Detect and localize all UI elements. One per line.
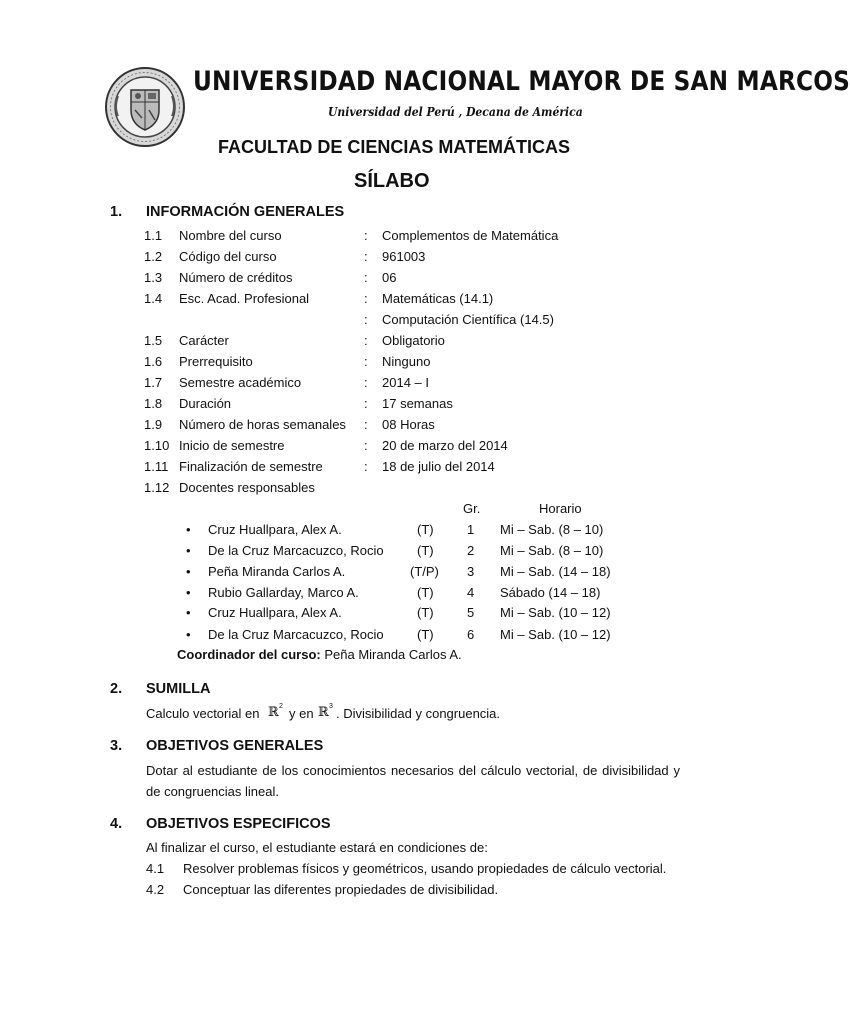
section-3-title: OBJETIVOS GENERALES [146,738,324,754]
info-number: 1.7 [144,375,163,390]
info-label: Nombre del curso [179,228,282,243]
info-value: Computación Científica (14.5) [382,312,554,327]
teacher-type: (T) [417,627,434,642]
info-colon: : [364,396,368,411]
info-value: Complementos de Matemática [382,228,559,243]
r2-symbol: ℝ [268,705,279,720]
teacher-schedule: Mi – Sab. (8 – 10) [500,522,604,537]
bullet: • [186,543,191,558]
r3-exponent: 3 [329,703,333,710]
sumilla-text-c: . Divisibilidad y congruencia. [336,706,501,721]
university-subtitle: Universidad del Perú , Decana de América [328,105,583,119]
teachers-header-schedule: Horario [539,501,582,516]
section-3-number: 3. [110,738,123,754]
r3-symbol: ℝ [318,705,329,720]
faculty-name: FACULTAD DE CIENCIAS MATEMÁTICAS [218,137,570,157]
info-label: Número de créditos [179,270,293,285]
teacher-type: (T/P) [410,564,439,579]
info-value: 06 [382,270,397,285]
teacher-group: 1 [467,522,475,537]
teacher-group: 4 [467,585,475,600]
info-number: 1.12 [144,480,170,495]
teacher-group: 3 [467,564,475,579]
info-number: 1.5 [144,333,163,348]
teacher-group: 5 [467,605,475,620]
teacher-group: 2 [467,543,475,558]
section-4-number: 4. [110,816,123,832]
section-1-number: 1. [110,204,123,220]
info-colon: : [364,249,368,264]
general-objective-line-1: Dotar al estudiante de los conocimientos necesarios del cálculo vectorial, de divisibilidad y [146,763,680,778]
bullet: • [186,585,191,600]
info-label: Semestre académico [179,375,302,390]
bullet: • [186,564,191,579]
document-title: SÍLABO [354,170,430,192]
info-colon: : [364,459,368,474]
info-colon: : [364,354,368,369]
info-number: 1.6 [144,354,163,369]
teacher-schedule: Mi – Sab. (14 – 18) [500,564,611,579]
general-objective-line-2: de congruencias lineal. [146,784,279,799]
info-number: 1.4 [144,291,163,306]
info-number: 1.11 [144,459,169,474]
info-label: Duración [179,396,232,411]
info-colon: : [364,333,368,348]
teacher-type: (T) [417,585,434,600]
teacher-name: Rubio Gallarday, Marco A. [208,585,359,600]
objective-number: 4.1 [146,861,165,876]
specific-objectives-intro: Al finalizar el curso, el estudiante estará en condiciones de: [146,840,488,855]
teacher-name: Peña Miranda Carlos A. [208,564,346,579]
info-colon: : [364,270,368,285]
coordinator-label: Coordinador del curso: [177,647,321,662]
info-number: 1.9 [144,417,163,432]
info-value: 17 semanas [382,396,453,411]
objective-number: 4.2 [146,882,165,897]
info-number: 1.10 [144,438,170,453]
info-colon: : [364,312,368,327]
info-number: 1.2 [144,249,163,264]
university-name: UNIVERSIDAD NACIONAL MAYOR DE SAN MARCOS [193,66,850,97]
info-number: 1.8 [144,396,163,411]
teacher-name: Cruz Huallpara, Alex A. [208,605,342,620]
teacher-group: 6 [467,627,475,642]
sumilla-text-b: y en [289,706,314,721]
info-value: 2014 – I [382,375,429,390]
teacher-schedule: Mi – Sab. (8 – 10) [500,543,604,558]
info-value: Obligatorio [382,333,445,348]
bullet: • [186,522,191,537]
info-label: Inicio de semestre [179,438,285,453]
teacher-schedule: Mi – Sab. (10 – 12) [500,605,611,620]
teacher-name: De la Cruz Marcacuzco, Rocio [208,543,384,558]
bullet: • [186,605,191,620]
info-number: 1.1 [144,228,163,243]
info-label: Número de horas semanales [179,417,346,432]
info-label: Finalización de semestre [179,459,323,474]
info-number: 1.3 [144,270,163,285]
bullet: • [186,627,191,642]
teacher-type: (T) [417,543,434,558]
teacher-name: Cruz Huallpara, Alex A. [208,522,342,537]
teacher-type: (T) [417,605,434,620]
objective-text: Conceptuar las diferentes propiedades de divisibilidad. [183,882,499,897]
teacher-type: (T) [417,522,434,537]
info-colon: : [364,438,368,453]
section-2-number: 2. [110,681,123,697]
university-seal-logo [104,66,186,148]
info-value: 961003 [382,249,426,264]
info-value: Matemáticas (14.1) [382,291,494,306]
teachers-header-group: Gr. [463,501,481,516]
teacher-schedule: Sábado (14 – 18) [500,585,601,600]
info-value: 20 de marzo del 2014 [382,438,508,453]
coordinator-name: Peña Miranda Carlos A. [320,647,462,662]
info-label: Esc. Acad. Profesional [179,291,310,306]
section-1-title: INFORMACIÓN GENERALES [146,204,345,220]
r2-exponent: 2 [279,703,283,710]
info-label: Docentes responsables [179,480,315,495]
info-label: Código del curso [179,249,277,264]
teacher-name: De la Cruz Marcacuzco, Rocio [208,627,384,642]
info-colon: : [364,417,368,432]
course-coordinator [177,647,462,662]
info-label: Carácter [179,333,229,348]
section-2-title: SUMILLA [146,681,211,697]
info-value: Ninguno [382,354,431,369]
info-value: 18 de julio del 2014 [382,459,495,474]
teacher-schedule: Mi – Sab. (10 – 12) [500,627,611,642]
info-value: 08 Horas [382,417,435,432]
section-4-title: OBJETIVOS ESPECIFICOS [146,816,331,832]
info-colon: : [364,228,368,243]
info-colon: : [364,291,368,306]
info-colon: : [364,375,368,390]
sumilla-text-a: Calculo vectorial en [146,706,260,721]
info-label: Prerrequisito [179,354,253,369]
objective-text: Resolver problemas físicos y geométricos, usando propiedades de cálculo vectorial. [183,861,667,876]
